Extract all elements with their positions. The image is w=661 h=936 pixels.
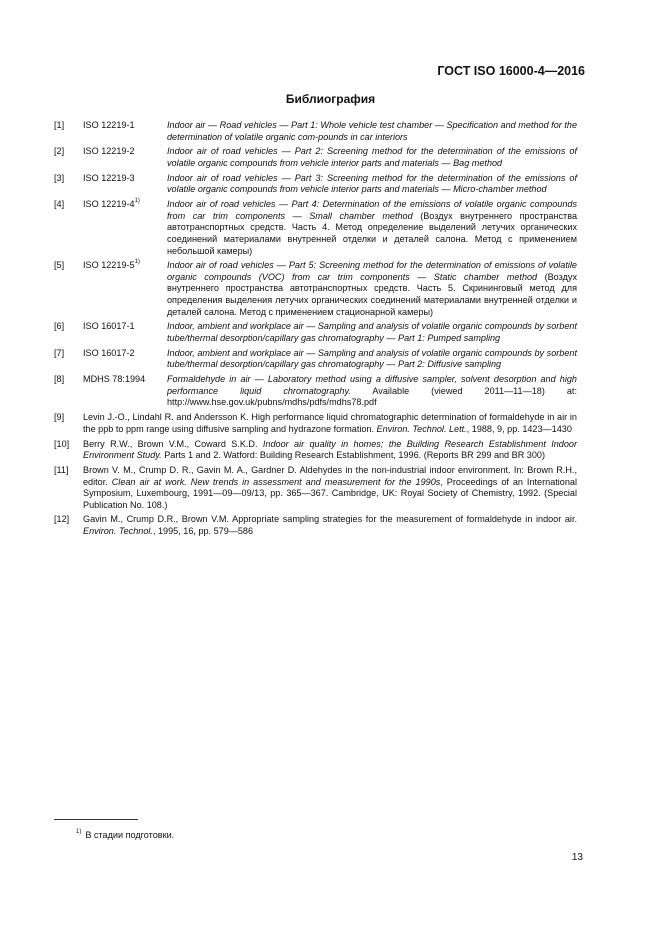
bibliography-entry [54,412,577,435]
bibliography-entry [54,120,577,143]
entry-number: [12] [54,514,70,525]
page-number: 13 [571,852,583,863]
bibliography-entry [54,465,577,511]
entry-text: Berry R.W., Brown V.M., Coward S.K.D. Indoor air quality in homes; the Building Research Establishment Indoor Environment Study. Parts 1 and 2. Watford: Building Research Establishment, 1996. (Reports BR 299 and BR 300) [83,438,577,461]
entry-text: Indoor air of road vehicles — Part 5: Screening method for the determination of emissions of volatile organic compounds (VOC) from car trim components — Static chamber method (Воздух внутреннего пространства автотранспортных средств. Часть 5. Скрининговый метод для определения выделения летучих органических соединений материалами внутренней отделки и деталей салона. Метод с применением стационарной камеры) [167,260,577,317]
footnote-ref: 1) [134,198,140,205]
entry-text: Levin J.-O., Lindahl R. and Andersson K. High performance liquid chromatographic determination of formaldehyde in air in the ppb to ppm range using diffusive sampling and hydrazone formation. Environ. Technol. Lett., 1988, 9, pp. 1423—1430 [83,412,577,434]
entry-code: ISO 12219-2 [83,146,135,157]
footnote [76,830,174,840]
entry-text: Formaldehyde in air — Laboratory method using a diffusive sampler, solvent desorption and high performance liquid chromatography. Available (viewed 2011—11—18) at: http://www.hse.gov.uk/pubns/mdhs/pdfs/mdhs78.pdf [167,374,577,408]
entry-code: ISO 12219-5$^{1)}$ [83,259,140,271]
bibliography-entry [54,173,577,196]
bibliography-entry [54,260,577,318]
entry-text: Indoor air — Road vehicles — Part 1: Whole vehicle test chamber — Specification and method for the determination of volatile organic com-pounds in car interiors [167,120,577,142]
entry-link: Available (viewed 2011—11—18) at: http://www.hse.gov.uk/pubns/mdhs/pdfs/mdhs78.pdf [167,385,577,408]
document-header: ГОСТ ISO 16000-4—2016 [437,64,585,78]
bibliography-entry [54,199,577,257]
bibliography-entry [54,514,577,537]
bibliography-entry [54,439,577,462]
entry-text: Indoor air of road vehicles — Part 4: Determination of the emissions of volatile organic compounds from car trim components — Small chamber method (Воздух внутреннего пространства автотранспортных средств. Часть 4. Метод определение выделений летучих органических соединений материалами внутренней отделки и деталей салона. Метод с применением небольшой камеры) [167,199,577,256]
entry-number: [10] [54,438,70,449]
entry-code: ISO 16017-1 [83,321,135,332]
entry-number: [6] [54,321,65,332]
entry-number: [7] [54,347,65,358]
entry-number: [4] [54,199,65,210]
entry-code: ISO 12219-4$^{1)}$ [83,198,140,210]
entry-code: ISO 16017-2 [83,347,135,358]
bibliography-entry [54,146,577,169]
entry-text: Indoor, ambient and workplace air — Sampling and analysis of volatile organic compounds by sorbent tube/thermal desorption/capillary gas chromatography — Part 2: Diffusive sampling [167,347,577,370]
entry-number: [8] [54,374,65,385]
entry-number: [5] [54,260,65,271]
entry-text: Indoor air of road vehicles — Part 2: Screening method for the determination of the emissions of volatile organic compounds from vehicle interior parts and materials — Bag method [167,146,577,168]
entry-number: [3] [54,172,65,183]
entry-code: ISO 12219-1 [83,120,135,130]
footnote-mark: 1) [76,829,82,835]
entry-text: Gavin M., Crump D.R., Brown V.M. Appropriate sampling strategies for the measurement of formaldehyde in indoor air. Environ. Technol., 1995, 16, pp. 579—586 [83,514,577,537]
footnote-divider [54,819,138,820]
page-title: Библиография [285,92,376,106]
entry-number: [11] [54,464,69,475]
bibliography-list [54,120,577,541]
entry-text: Indoor, ambient and workplace air — Sampling and analysis of volatile organic compounds by sorbent tube/thermal desorption/capillary gas chromatography — Part 1: Pumped sampling [167,321,577,344]
footnote-ref: 1) [134,259,140,266]
entry-number: [2] [54,146,65,157]
entry-number: [1] [54,120,65,130]
entry-text: Brown V. M., Crump D. R., Gavin M. A., Gardner D. Aldehydes in the non-industrial indoor environment. In: Brown R.H., editor. Clean air at work. New trends in assessment and measurement for the 1990s, Proceedings of an International Symposium, Luxembourg, 1991—09—09/13, pp. 365—367. Cambridge, UK: Royal Society of Chemistry, 1992. (Special Publication No. 108.) [83,464,577,510]
entry-code: MDHS 78:1994 [83,374,146,385]
bibliography-entry [54,348,577,371]
entry-number: [9] [54,412,65,423]
entry-text: Indoor air of road vehicles — Part 3: Screening method for the determination of the emissions of volatile organic compounds from vehicle interior parts and materials — Micro-chamber method [167,172,577,195]
bibliography-entry [54,321,577,344]
footnote-text: В стадии подготовки. [85,830,175,841]
entry-code: ISO 12219-3 [83,172,135,183]
bibliography-entry [54,374,577,409]
